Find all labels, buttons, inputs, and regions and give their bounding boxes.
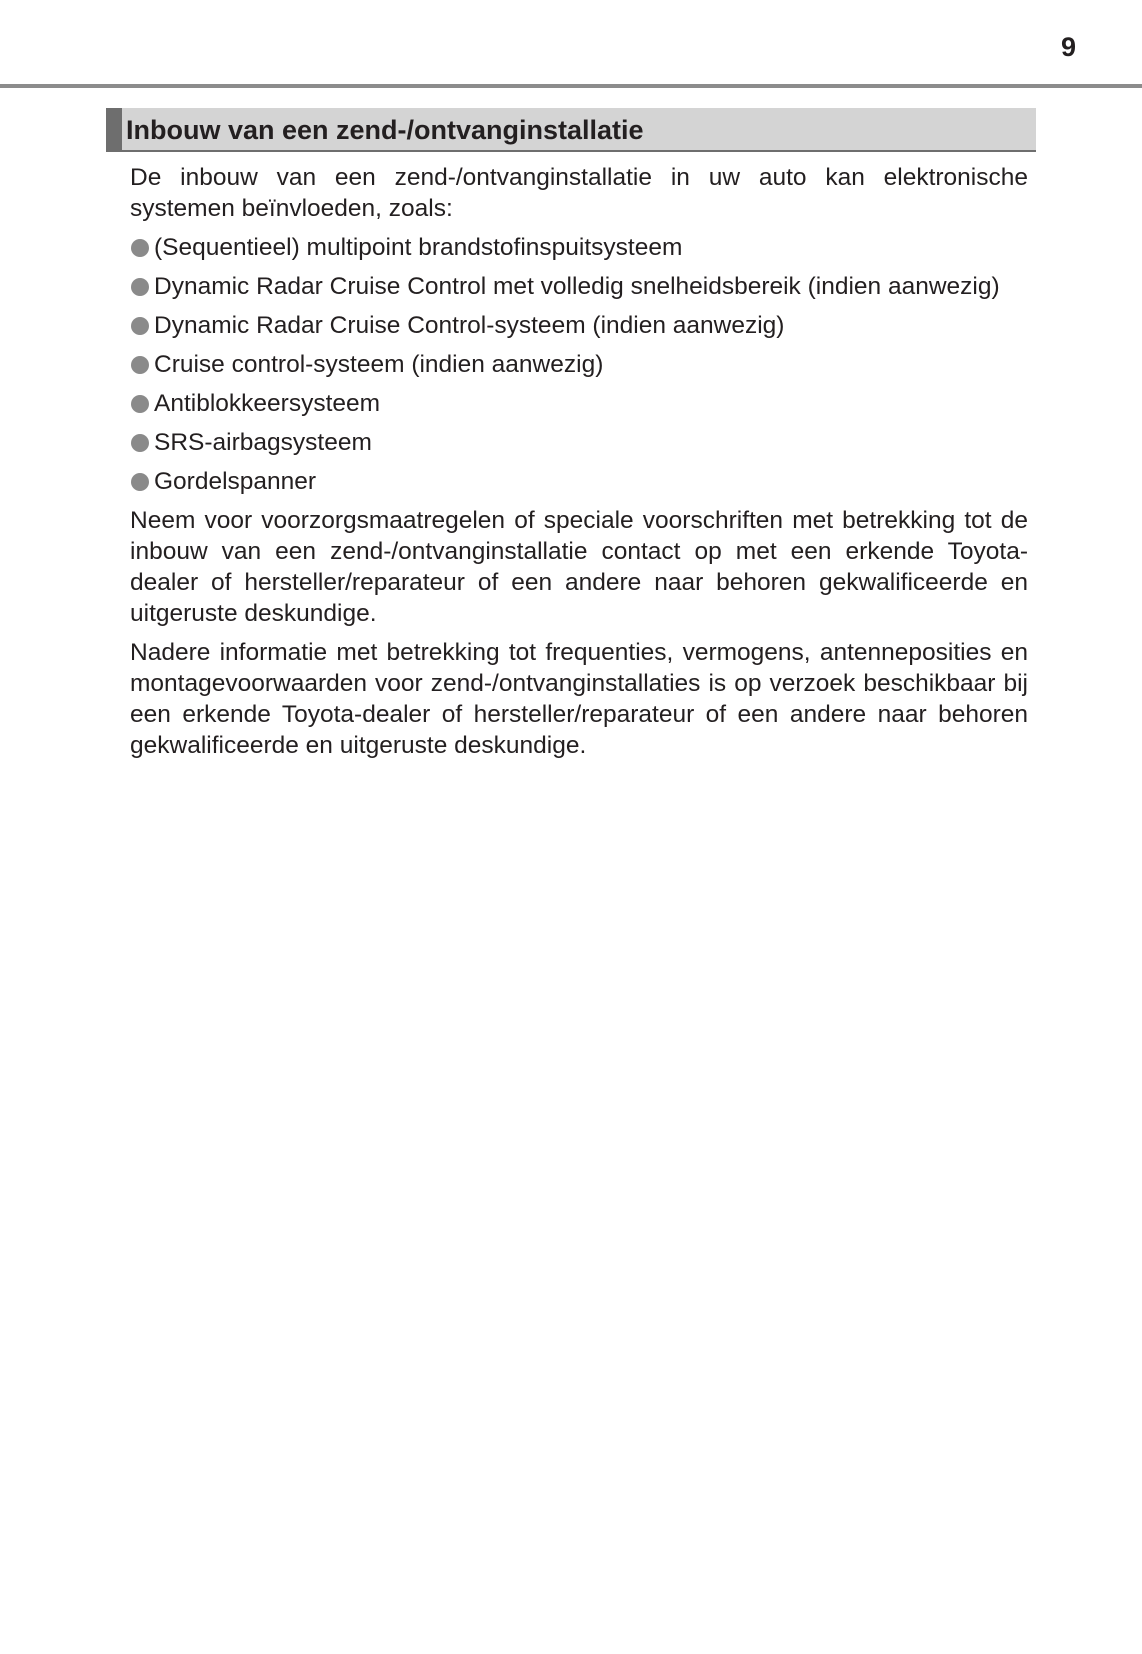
bullet-icon (131, 356, 149, 374)
bullet-list (130, 232, 1040, 497)
list-item-text: Dynamic Radar Cruise Control met volledig snelheidsbereik (indien aanwezig) (154, 273, 1000, 300)
list-item-text: Antiblokkeersysteem (154, 390, 381, 417)
bullet-icon (131, 395, 149, 413)
bullet-icon (131, 473, 149, 491)
page-number: 9 (1060, 32, 1076, 62)
body-content (130, 162, 1028, 769)
list-item (130, 388, 1040, 419)
list-item-text: Dynamic Radar Cruise Control-systeem (indien aanwezig) (154, 312, 785, 339)
precautions-paragraph: Neem voor voorzorgsmaatregelen of speciale voorschriften met betrekking tot de inbouw van een zend-/ontvanginstallatie contact op met een erkende Toyota-dealer of hersteller/reparateur of een andere naar behoren gekwalificeerde en uitgeruste deskundige. (130, 507, 1028, 627)
bullet-icon (131, 434, 149, 452)
list-item (130, 427, 1040, 458)
section-title: Inbouw van een zend-/ontvanginstallatie (126, 115, 644, 145)
section-heading (106, 108, 1036, 152)
intro-paragraph: De inbouw van een zend-/ontvanginstallatie in uw auto kan elektronische systemen beïnvloeden, zoals: (130, 164, 1028, 222)
list-item (130, 271, 1040, 302)
list-item-text: Cruise control-systeem (indien aanwezig) (154, 351, 604, 378)
list-item (130, 466, 1040, 497)
list-item (130, 349, 1040, 380)
information-paragraph: Nadere informatie met betrekking tot frequenties, vermogens, antenneposities en montagevoorwaarden voor zend-/ontvanginstallaties is op verzoek beschikbaar bij een erkende Toyota-dealer of hersteller/reparateur of een andere naar behoren gekwalificeerde en uitgeruste deskundige. (130, 639, 1028, 759)
bullet-icon (131, 278, 149, 296)
list-item-text: (Sequentieel) multipoint brandstofinspuitsysteem (154, 234, 683, 261)
bullet-icon (131, 317, 149, 335)
list-item (130, 310, 1040, 341)
list-item-text: Gordelspanner (154, 468, 317, 495)
bullet-icon (131, 239, 149, 257)
header-divider (0, 84, 1142, 88)
list-item (130, 232, 1040, 263)
list-item-text: SRS-airbagsysteem (154, 429, 372, 456)
